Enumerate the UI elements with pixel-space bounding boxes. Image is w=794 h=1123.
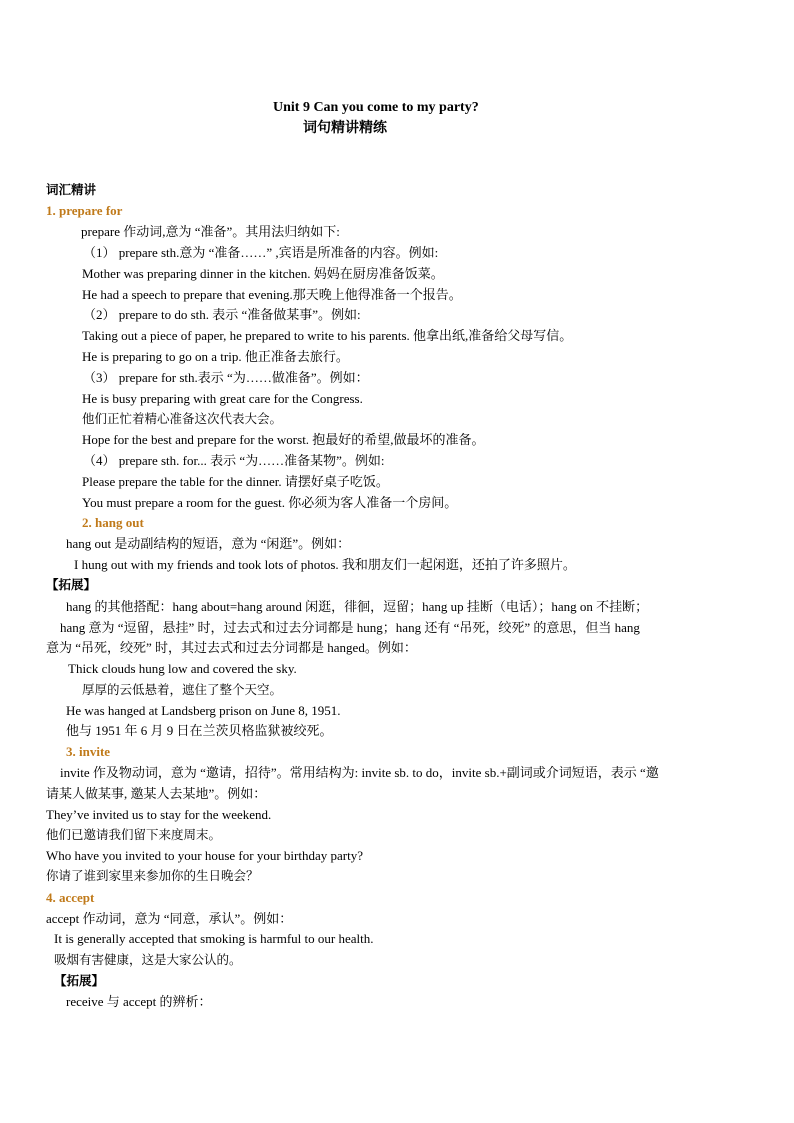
expand-label: 【拓展】 [54,973,105,988]
text-line: accept 作动词，意为 “同意，承认”。例如： [46,911,293,926]
text-line: 厚厚的云低悬着，遮住了整个天空。 [82,682,283,697]
text-line: He is busy preparing with great care for the Congress. [82,391,363,406]
expand-label: 【拓展】 [46,577,97,592]
text-line: 你请了谁到家里来参加你的生日晚会？ [46,868,259,883]
text-line: （1） prepare sth.意为 “准备……” ,宾语是所准备的内容。例如: [83,245,439,260]
text-line: receive 与 accept 的辨析： [66,994,212,1009]
text-line: hang 的其他搭配：hang about=hang around 闲逛，徘徊，逗留；hang up 挂断（电话）；hang on 不挂断； [66,599,649,614]
text-line: invite 作及物动词，意为 “邀请，招待”。常用结构为: invite sb. to do，invite sb.+副词或介词短语，表示 “邀 [60,765,659,780]
heading-prepare-for: 1. prepare for [46,203,123,218]
text-line: hang 意为 “逗留，悬挂” 时，过去式和过去分词都是 hung；hang 还有 “吊死，绞死” 的意思，但当 hang [60,620,640,635]
text-line: Who have you invited to your house for your birthday party? [46,848,363,863]
text-line: prepare 作动词,意为 “准备”。其用法归纳如下: [81,224,340,239]
text-line: Hope for the best and prepare for the worst. 抱最好的希望,做最坏的准备。 [82,432,485,447]
text-line: 他们正忙着精心准备这次代表大会。 [82,411,283,426]
text-line: （2） prepare to do sth. 表示 “准备做某事”。例如: [83,307,361,322]
text-line: 他们已邀请我们留下来度周末。 [46,827,222,842]
text-line: Mother was preparing dinner in the kitchen. 妈妈在厨房准备饭菜。 [82,266,444,281]
text-line: 吸烟有害健康，这是大家公认的。 [54,952,242,967]
title-english: Unit 9 Can you come to my party? [273,100,479,115]
text-line: 他与 1951 年 6 月 9 日在兰茨贝格监狱被绞死。 [66,723,333,738]
text-line: Please prepare the table for the dinner. 请摆好桌子吃饭。 [82,474,389,489]
text-line: （4） prepare sth. for... 表示 “为……准备某物”。例如: [83,453,385,468]
text-line: He was hanged at Landsberg prison on June 8, 1951. [66,703,341,718]
text-line: You must prepare a room for the guest. 你必须为客人准备一个房间。 [82,495,458,510]
text-line: It is generally accepted that smoking is harmful to our health. [54,931,374,946]
text-line: Thick clouds hung low and covered the sky. [68,661,297,676]
text-line: He is preparing to go on a trip. 他正准备去旅行。 [82,349,349,364]
heading-invite: 3. invite [66,744,111,759]
text-line: Taking out a piece of paper, he prepared to write to his parents. 他拿出纸,准备给父母写信。 [82,328,573,343]
text-line: hang out 是动副结构的短语，意为 “闲逛”。例如： [66,536,351,551]
text-line: He had a speech to prepare that evening.那天晚上他得准备一个报告。 [82,287,462,302]
heading-hang-out: 2. hang out [82,515,144,530]
text-line: 意为 “吊死，绞死” 时，其过去式和过去分词都是 hanged。例如： [46,640,417,655]
section-heading: 词汇精讲 [46,182,97,197]
text-line: （3） prepare for sth.表示 “为……做准备”。例如： [83,370,369,385]
text-line: They’ve invited us to stay for the weekend. [46,807,272,822]
heading-accept: 4. accept [46,890,95,905]
text-line: 请某人做某事, 邀某人去某地”。例如： [46,786,267,801]
text-line: I hung out with my friends and took lots of photos. 我和朋友们一起闲逛，还拍了许多照片。 [74,557,576,572]
title-chinese: 词句精讲精练 [303,120,387,136]
